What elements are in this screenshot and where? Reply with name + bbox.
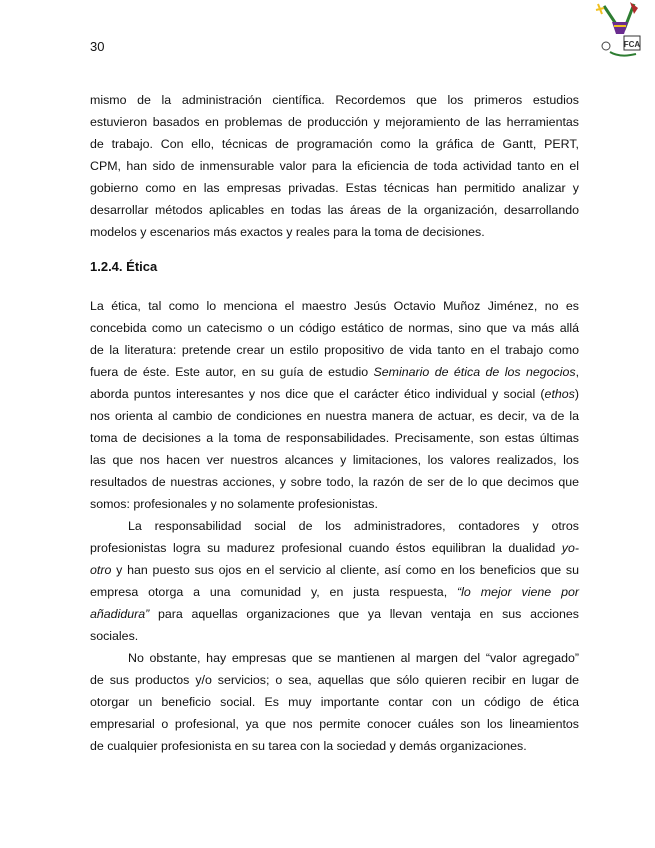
text-line: [90, 559, 579, 581]
paragraph: [90, 647, 579, 757]
text-line: de cualquier profesionista en su tarea con la sociedad y demás organizaciones.: [90, 739, 527, 753]
text-line: La ética, tal como lo menciona el maestro Jesús Octavio Muñoz Jiménez, no es: [90, 299, 579, 313]
text-line: de trabajo. Con ello, técnicas de programación como la gráfica de Gantt, PERT,: [90, 137, 579, 151]
text-line: [90, 581, 579, 603]
section-text: [90, 89, 579, 243]
section-heading: [90, 259, 157, 274]
text-fragment: fuera de éste. Este autor, en su guía de estudio: [90, 365, 374, 379]
text-line: CPM, han sido de inmensurable valor para la eficiencia de toda actividad tanto en el: [90, 159, 579, 173]
quote: añadidura”: [90, 607, 150, 621]
text-fragment: empresa otorga a una comunidad y, en justa respuesta,: [90, 585, 458, 599]
text-line: modelos y escenarios más exactos y reales para la toma de decisiones.: [90, 225, 485, 239]
text-line: de sus productos y/o servicios; o sea, aquellas que sólo quieren recibir en lugar de: [90, 673, 579, 687]
text-line: estuvieron basados en problemas de producción y mejoramiento de las herramientas: [90, 115, 579, 129]
text-line: No obstante, hay empresas que se mantienen al margen del “valor agregado”: [128, 651, 579, 665]
text-line: mismo de la administración científica. Recordemos que los primeros estudios: [90, 93, 579, 107]
text-line: [90, 603, 579, 625]
emphasis: yo-: [561, 541, 579, 555]
text-line: de la literatura: pretende crear un estilo propositivo de vida tanto en el trabajo como: [90, 343, 579, 357]
quote: “lo mejor viene por: [457, 585, 579, 599]
page-number: 30: [90, 39, 105, 54]
text-line: [90, 361, 579, 383]
text-fragment: para aquellas organizaciones que ya llevan ventaja en sus acciones: [149, 607, 579, 621]
text-line: desarrollar métodos aplicables en todas las áreas de la organización, desarrollando: [90, 203, 579, 217]
heading-number: 1.2.4.: [90, 259, 123, 274]
text-line: toma de decisiones a la toma de responsabilidades. Precisamente, son estas últimas: [90, 431, 579, 445]
text-fragment: ): [574, 387, 579, 401]
text-line: gobierno como en las empresas privadas. Estas técnicas han permitido analizar y: [90, 181, 579, 195]
text-line: empresarial o profesional, ya que nos permite conocer cuáles son los lineamientos: [90, 717, 579, 731]
paragraph: [90, 515, 579, 647]
text-line: concebida como un catecismo o un código estático de normas, sino que va más allá: [90, 321, 579, 335]
text-line: resultados de nuestras acciones, y sobre todo, la razón de ser de lo que decimos que: [90, 475, 579, 489]
text-line: las que nos hacen ver nuestros alcances y limitaciones, los valores realizados, los: [90, 453, 579, 467]
text-line: sociales.: [90, 629, 139, 643]
text-line: somos: profesionales y no solamente profesionistas.: [90, 497, 378, 511]
svg-text:FCA: FCA: [623, 40, 641, 49]
fca-logo: [590, 0, 650, 62]
emphasis: otro: [90, 563, 112, 577]
text-line: [90, 537, 579, 559]
text-line: La responsabilidad social de los administradores, contadores y otros: [128, 519, 579, 533]
text-fragment: profesionistas logra su madurez profesional cuando éstos equilibran la dualidad: [90, 541, 562, 555]
text-line: otorgar un beneficio social. Es muy importante contar con un código de ética: [90, 695, 579, 709]
text-line: nos orienta al cambio de condiciones en nuestra manera de actuar, es decir, va de la: [90, 409, 579, 423]
book-title: Seminario de ética de los negocios: [373, 365, 576, 379]
text-fragment: ,: [575, 365, 580, 379]
text-fragment: y han puesto sus ojos en el servicio al cliente, así como en los beneficios que su: [111, 563, 579, 577]
text-line: [90, 383, 579, 405]
emphasis: ethos: [544, 387, 575, 401]
paragraph: [90, 295, 579, 515]
ethics-text: [90, 295, 579, 757]
heading-title: Ética: [126, 259, 158, 274]
text-fragment: aborda puntos interesantes y nos dice que el carácter ético individual y social (: [90, 387, 545, 401]
